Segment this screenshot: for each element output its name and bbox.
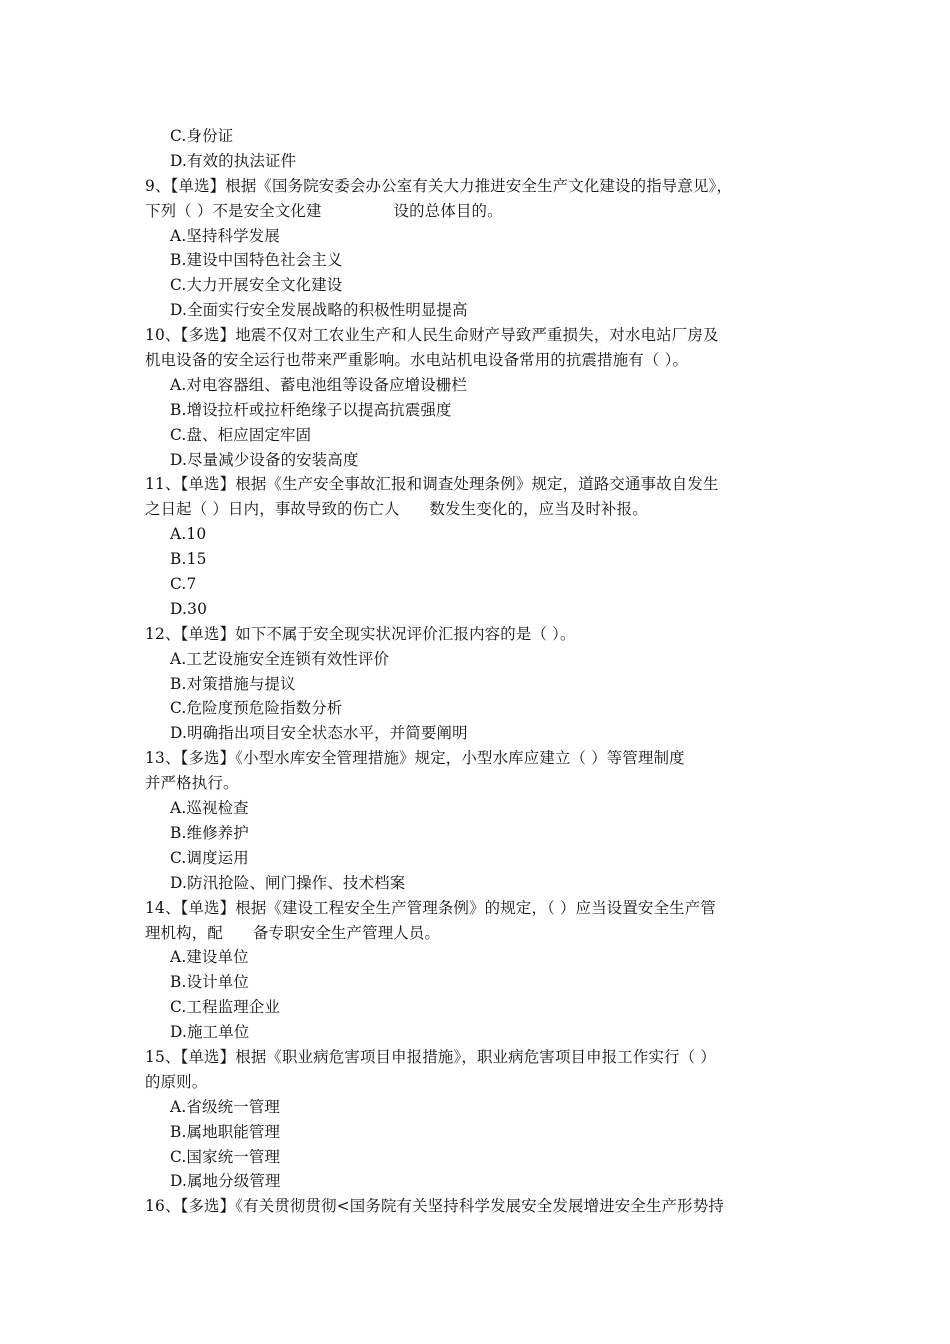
answer-option (0, 1169, 950, 1194)
line-text: 12、【单选】如下不属于安全现实状况评价汇报内容的是（ ）。 (145, 624, 576, 643)
line-text: D.有效的执法证件 (170, 151, 297, 170)
line-text: D.明确指出项目安全状态水平，并简要阐明 (170, 724, 468, 743)
answer-option (0, 522, 950, 547)
line-text: 16、【多选】《有关贯彻贯彻<国务院有关坚持科学发展安全发展增进安全生产形势持 (145, 1197, 724, 1216)
line-text: 理机构，配 (145, 923, 223, 942)
line-text: 14、【单选】根据《建设工程安全生产管理条例》的规定，（ ）应当设置安全生产管 (145, 898, 716, 917)
answer-option (0, 547, 950, 572)
question-continuation (0, 771, 950, 796)
line-text: D.防汛抢险、闸门操作、技术档案 (170, 873, 406, 892)
answer-option (0, 273, 950, 298)
line-text: C.危险度预危险指数分析 (170, 699, 343, 718)
line-text: D.30 (170, 599, 208, 618)
line-text: 9、【单选】根据《国务院安委会办公室有关大力推进安全生产文化建设的指导意见》， (145, 176, 733, 195)
answer-option (0, 672, 950, 697)
question-text (0, 896, 950, 921)
answer-option (0, 597, 950, 622)
line-text: D.全面实行安全发展战略的积极性明显提高 (170, 301, 468, 320)
question-text (0, 1045, 950, 1070)
line-text: A.巡视检查 (170, 799, 249, 818)
line-text: C.国家统一管理 (170, 1147, 281, 1166)
line-text-tail: 备专职安全生产管理人员。 (252, 923, 441, 942)
answer-option (0, 398, 950, 423)
question-text (0, 323, 950, 348)
line-text: C.大力开展安全文化建设 (170, 276, 343, 295)
line-text: D.属地分级管理 (170, 1172, 281, 1191)
line-text: B.增设拉杆或拉杆绝缘子以提高抗震强度 (170, 400, 452, 419)
answer-option (0, 572, 950, 597)
answer-option (0, 647, 950, 672)
line-text: C.盘、柜应固定牢固 (170, 425, 312, 444)
question-text (0, 622, 950, 647)
line-text: B.设计单位 (170, 973, 249, 992)
answer-option (0, 1095, 950, 1120)
line-text: B.属地职能管理 (170, 1122, 281, 1141)
answer-option (0, 224, 950, 249)
answer-option (0, 995, 950, 1020)
question-continuation (0, 199, 950, 224)
line-text: 13、【多选】《小型水库安全管理措施》规定，小型水库应建立（ ）等管理制度 (145, 749, 685, 768)
answer-option (0, 796, 950, 821)
line-text: C.调度运用 (170, 848, 249, 867)
answer-option (0, 696, 950, 721)
line-text: C.身份证 (170, 127, 234, 145)
answer-option (0, 149, 950, 174)
line-text: 并严格执行。 (145, 774, 239, 793)
line-text: A.建设单位 (170, 948, 249, 967)
line-text: B.建设中国特色社会主义 (170, 251, 343, 270)
line-text: D.施工单位 (170, 1023, 250, 1042)
line-text: C.7 (170, 575, 197, 594)
answer-option (0, 298, 950, 323)
answer-option (0, 248, 950, 273)
line-text: B.对策措施与提议 (170, 674, 296, 693)
line-text: C.工程监理企业 (170, 998, 281, 1017)
answer-option (0, 1145, 950, 1170)
answer-option (0, 423, 950, 448)
question-text (0, 1194, 950, 1219)
answer-option (0, 448, 950, 473)
line-text-tail: 数发生变化的，应当及时补报。 (429, 500, 648, 519)
line-text: 之日起（ ）日内，事故导致的伤亡人 (145, 500, 400, 519)
answer-option (0, 821, 950, 846)
line-text: 15、【单选】根据《职业病危害项目申报措施》，职业病危害项目申报工作实行（ ） (145, 1047, 716, 1066)
answer-option (0, 970, 950, 995)
line-text: A.对电容器组、蓄电池组等设备应增设栅栏 (170, 375, 468, 394)
answer-option (0, 721, 950, 746)
line-text: B.15 (170, 550, 207, 569)
answer-option (0, 1120, 950, 1145)
line-text-tail: 设的总体目的。 (393, 201, 503, 220)
document-page (0, 124, 950, 1219)
answer-option (0, 1020, 950, 1045)
answer-option (0, 945, 950, 970)
answer-option (0, 124, 950, 149)
question-continuation (0, 497, 950, 522)
question-text (0, 472, 950, 497)
line-text: B.维修养护 (170, 823, 249, 842)
line-text: 11、【单选】根据《生产安全事故汇报和调查处理条例》规定，道路交通事故自发生 (145, 475, 719, 494)
answer-option (0, 871, 950, 896)
line-text: D.尽量减少设备的安装高度 (170, 450, 359, 469)
question-continuation (0, 1070, 950, 1095)
question-text (0, 746, 950, 771)
answer-option (0, 846, 950, 871)
question-continuation (0, 348, 950, 373)
line-text: 10、【多选】地震不仅对工农业生产和人民生命财产导致严重损失，对水电站厂房及 (145, 326, 719, 345)
answer-option (0, 373, 950, 398)
line-text: A.10 (170, 525, 207, 544)
question-text (0, 174, 950, 199)
line-text: A.工艺设施安全连锁有效性评价 (170, 649, 390, 668)
question-continuation (0, 921, 950, 946)
line-text: A.省级统一管理 (170, 1097, 280, 1116)
line-text: A.坚持科学发展 (170, 226, 280, 245)
line-text: 机电设备的安全运行也带来严重影响。水电站机电设备常用的抗震措施有（ ）。 (145, 351, 689, 370)
line-text: 的原则。 (145, 1072, 208, 1091)
line-text: 下列（ ）不是安全文化建 (145, 201, 322, 220)
